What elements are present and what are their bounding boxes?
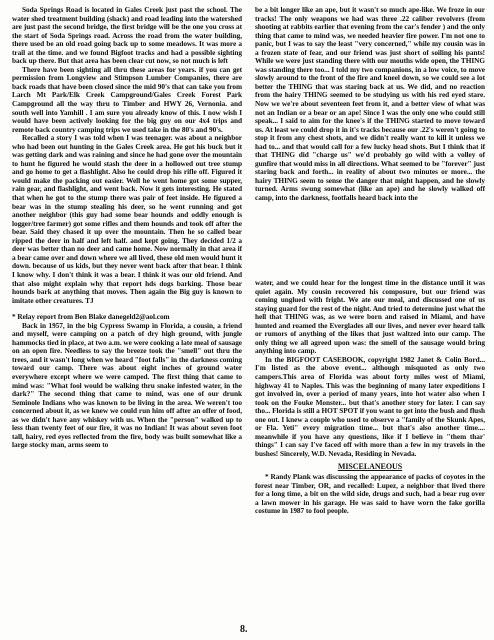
paragraph: Soda Springs Road is located in Gales Creek just past the school. The water shed treatment building (shack) and road leading into the watershed are just past the second bridge, the first bridge will be the one you cross at the start of Soda Springs road. Across the road from the water building, there used be an old road going back up to some meadows. It was more a trail at the time. and we found Bigfoot tracks and had a possible sighting back up there. But that area has been clear cut now, so not much is left: [12, 5, 242, 66]
page-number: 8.: [240, 624, 248, 635]
paragraph: Recalled a story I was told when I was teenager. was about a neighbor who had been out hunting in the Gales Creek area. He got his buck but it was getting dark and was raining and since he had gone over the mountain to hunt he figured he would stash the deer in a hollowed out tree stump and go home to get a flashlight. Also he could drop his rifle off. Figured it would make the packing out easier. Well he went home got some supper, rain gear, and flashlight, and went back. Now it gets interesting. He stated that when he got to the stump there was pair of feet inside. He figured a bear was in the stump stealing his deer, so he went running and got another neighbor (this guy had some bear hounds and oddly enough is logger/tree farmer) got some rifles and them hounds and took off after the bear. Said they chased it up over the mountain. Then he so called bear ripped the deer in half and left half. and kept going. They decided 1/2 a deer was better than no deer and came home. Now normally in that area if a bear came over and down where we all lived, these old men would hunt it down. because of us kids, but they never went back after that bear. I think I know why. I don't think it was a bear. I think it was our old friend. And that also might explain why that report hds dogs barking. Those bear hounds bark at anything that moves. Then again the Big guy is known to imitate other creatures. TJ: [12, 133, 242, 305]
paragraph: Back in 1957, in the big Cypress Swamp in Florida, a cousin, a friend and myself, were camping on a patch of dry high ground, with jungle hammocks tied in place, at two a.m. we were cooking a late meal of sausage on an open fire. Needless to say the breeze took the "smell" out thru the trees, and it wasn't long when we heard "foot falls" in the darkness coming toward our camp. There was about eight inches of ground water everywhere except where we were camped. The first thing that came to mind was: "What fool would be walking thru snake infested water, in the dark?" The second thing that came to mind, was one of our drunk Seminole Indians who was known to be living in the area. We weren't too concerned about it, as we knew we could run him off after an offer of food, as we didn't have any whiskey with us. When the "person" walked up to less than twenty feet of our fire, it was no Indian! It was about seven foot tall, hairy, red eyes reflected from the fire, body was built somewhat like a large stocky man, arms seem to: [12, 320, 242, 450]
right-column-bottom: [255, 279, 485, 516]
paragraph: water, and we could hear for the longest time in the distance until it was quiet again. My cousin recovered his composure, but our friend was coming unglued with fright. We ate our meal, and discussed one of us staying guard for the rest of the night. And tried to determine just what the hell that THING was, as we were born and raised in Miami, and have hunted and roamed the Everglades all our lives, and never ever heard talk or rumors of anything of the likes that just waltzed into our camp. The only thing we all agreed upon was: the smell of the sausage would bring anything into camp.: [255, 278, 485, 356]
paragraph: There have been sighting all thru these areas for years. if you can get permission from Longview and Stimpson Lumber Companies, there are back roads that have been closed since the mid 90's that can take you from Larch Mt Park/Elk Creek Campground/Gales Creek Forest Park Campground all the way thru to Timber and HWY 26, Vernonia. and south well into Yamhill . I am sure you already know of this. I now wish I would have been actively looking for the big guy on our 4x4 trips and remote back country camping trips we used take in the 80's and 90's.: [12, 64, 242, 134]
paragraph: * Randy Plank was discussing the appearance of packs of coyotes in the forest near Timber, OR, and recalled: Lupez, a neighbor that lived there for a long time, a bit on the wild side, drugs and such, had a bear rug over a lawn mower in his garage. He was said to have worn the fake gorilla costume in 1987 to fool people.: [255, 472, 485, 516]
right-column-top: [255, 6, 485, 203]
paragraph: In the BIGFOOT CASEBOOK, copyright 1982 Janet & Colin Bord... I'm listed as the above event... although misquoted as only two campers.This area of Florida was about forty miles west of Miami, highway 41 to Naples. This was the beginning of many later expeditions I got involved in, over a period of many years, into hot water also when I took on the Fouke Monster... but that's another story for later. I can say tho... Florida is still a HOT SPOT if you want to get into the bush and flush one out. I knew a couple who used to observe a "family of the Skunk Apes, or Fla. Yeti" every migration time... but that's also another time.... meanwhile if you have any questions, like if I believe in "them thar' things" I can say I've faced off with more than a few in my travels in the bushes! Sincerely, W.D. Nevada, Residing in Nevada.: [255, 354, 485, 458]
section-heading: MISCELANEOUS: [337, 462, 403, 472]
left-column: [12, 6, 242, 450]
paragraph: be a bit longer like an ape, but it wasn't so much ape-like. We froze in our tracks! The only weapons we had was three .22 caliber revolvers (from shooting at rabbits earlier that evening from the car's fender ) and the only thing that came to mind was, we needed heavier fire power. I'm not one to panic, but I was to say the least "very concerned," while my cousin was in a frozen state of fear, and our friend was just short of soiling his pants! While we were just standing there with our mouths wide open, the THING was standing there too... I told my two companions, in a low voice, to move slowly around to the front of the fire and kneel down, so we could see a lot better the THING that was staring back at us. We did, and no reaction from the hairy THING seemed to be studying us with his red eyed stare. Now we we're about seventeen feet from it, and a better view of what was not an Indian or a bear or an ape! Since I was the only one who could still speak... I said to aim for the knee's if the THING started to move toward us. At least we could drop it in it's tracks because our .22's weren't going to stop it from any chest shots, and we didn't really want to kill it unless we had to... and that would call for a few lucky head shots. But I think that if that THING did "charge us" we'd probably go wild with a volley of gunfire that would miss in all directions. What seemed to be "forever" just staring back and forth... in reality of about two minutes or more... the hairy THING seem to sense the danger that might happen, and he slowly turned. Arms swung somewhat (like an ape) and he slowly walked off camp, into the darkness, footfalls heard back into the: [255, 5, 485, 203]
relay-report-line: * Relay report from Ben Blake danegeld2@aol.com: [12, 312, 170, 322]
